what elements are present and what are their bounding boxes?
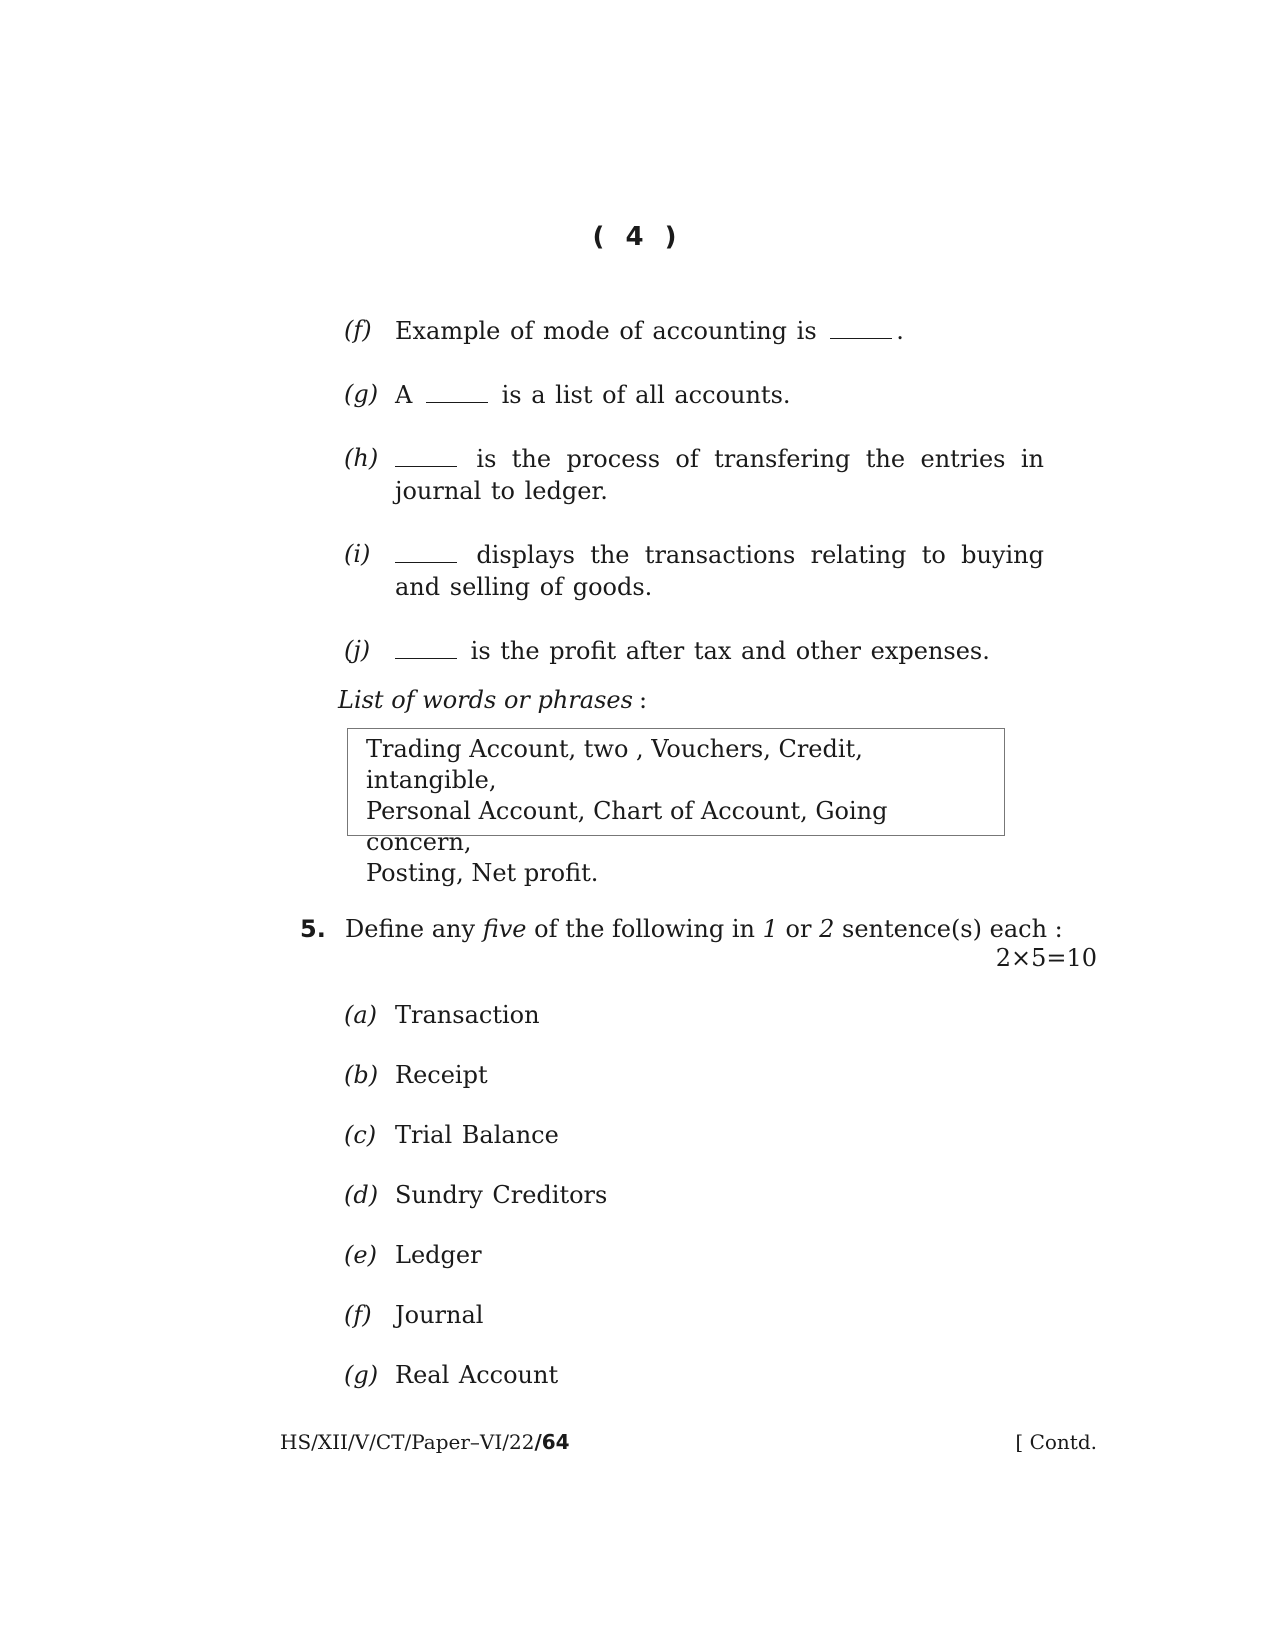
question-5 bbox=[300, 913, 1063, 945]
question-number: 5. bbox=[300, 915, 326, 943]
answer-blank bbox=[426, 378, 488, 403]
item-label: (b) bbox=[344, 1061, 379, 1089]
paper-code: HS/XII/V/CT/Paper–VI/22/64 bbox=[280, 1430, 570, 1454]
item-text: is the profit after tax and other expenses. bbox=[470, 637, 990, 665]
item-text: Real Account bbox=[395, 1361, 559, 1389]
q5-item-a bbox=[344, 999, 1044, 1031]
item-label: (g) bbox=[344, 1361, 379, 1389]
item-label: (e) bbox=[344, 1241, 377, 1269]
q4-item-j bbox=[344, 634, 1044, 667]
item-text: Sundry Creditors bbox=[395, 1181, 608, 1209]
item-label: (a) bbox=[344, 1001, 378, 1029]
q4-item-h bbox=[344, 442, 1044, 507]
question-stem: Define any five of the following in 1 or 2 sentence(s) each : bbox=[345, 915, 1063, 943]
item-text: displays the transactions relating to buying and selling of goods. bbox=[395, 541, 1044, 601]
q4-item-i bbox=[344, 538, 1044, 603]
word-list-line: Trading Account, two , Vouchers, Credit, intangible, bbox=[366, 735, 863, 794]
q5-item-b bbox=[344, 1059, 1044, 1091]
item-text: Trial Balance bbox=[395, 1121, 559, 1149]
answer-blank bbox=[395, 538, 457, 563]
word-list-caption-text: List of words or phrases bbox=[338, 686, 633, 714]
item-text: Transaction bbox=[395, 1001, 540, 1029]
q5-item-c bbox=[344, 1119, 1044, 1151]
item-label: (f) bbox=[344, 316, 372, 344]
q5-item-f bbox=[344, 1299, 1044, 1331]
answer-blank bbox=[395, 634, 457, 659]
item-label: (d) bbox=[344, 1181, 379, 1209]
q5-item-g bbox=[344, 1359, 1044, 1391]
item-text: A bbox=[395, 381, 413, 409]
item-text: is the process of transfering the entries in journal to ledger. bbox=[395, 445, 1044, 505]
item-text-end: . bbox=[896, 317, 904, 345]
item-label: (f) bbox=[344, 1301, 372, 1329]
item-text: Ledger bbox=[395, 1241, 482, 1269]
item-label: (j) bbox=[344, 636, 371, 664]
item-label: (i) bbox=[344, 540, 371, 568]
item-text: Journal bbox=[395, 1301, 484, 1329]
page-number: ( 4 ) bbox=[592, 222, 683, 252]
item-text: Receipt bbox=[395, 1061, 488, 1089]
q4-item-g bbox=[344, 378, 1044, 411]
word-list-box bbox=[347, 728, 1005, 887]
q5-item-e bbox=[344, 1239, 1044, 1271]
item-text: Example of mode of accounting is bbox=[395, 317, 817, 345]
q5-item-d bbox=[344, 1179, 1044, 1211]
word-list-line: Personal Account, Chart of Account, Going concern, bbox=[366, 797, 888, 856]
answer-blank bbox=[830, 314, 892, 339]
question-marks: 2×5=10 bbox=[995, 944, 1097, 972]
item-text-end: is a list of all accounts. bbox=[501, 381, 791, 409]
word-list-colon: : bbox=[638, 686, 648, 714]
continued-note: [ Contd. bbox=[1015, 1430, 1097, 1454]
word-list-line: Posting, Net profit. bbox=[366, 859, 599, 887]
word-list-caption bbox=[338, 686, 647, 714]
answer-blank bbox=[395, 442, 457, 467]
q4-item-f bbox=[344, 314, 1044, 347]
item-label: (h) bbox=[344, 444, 379, 472]
item-label: (c) bbox=[344, 1121, 377, 1149]
item-label: (g) bbox=[344, 380, 379, 408]
